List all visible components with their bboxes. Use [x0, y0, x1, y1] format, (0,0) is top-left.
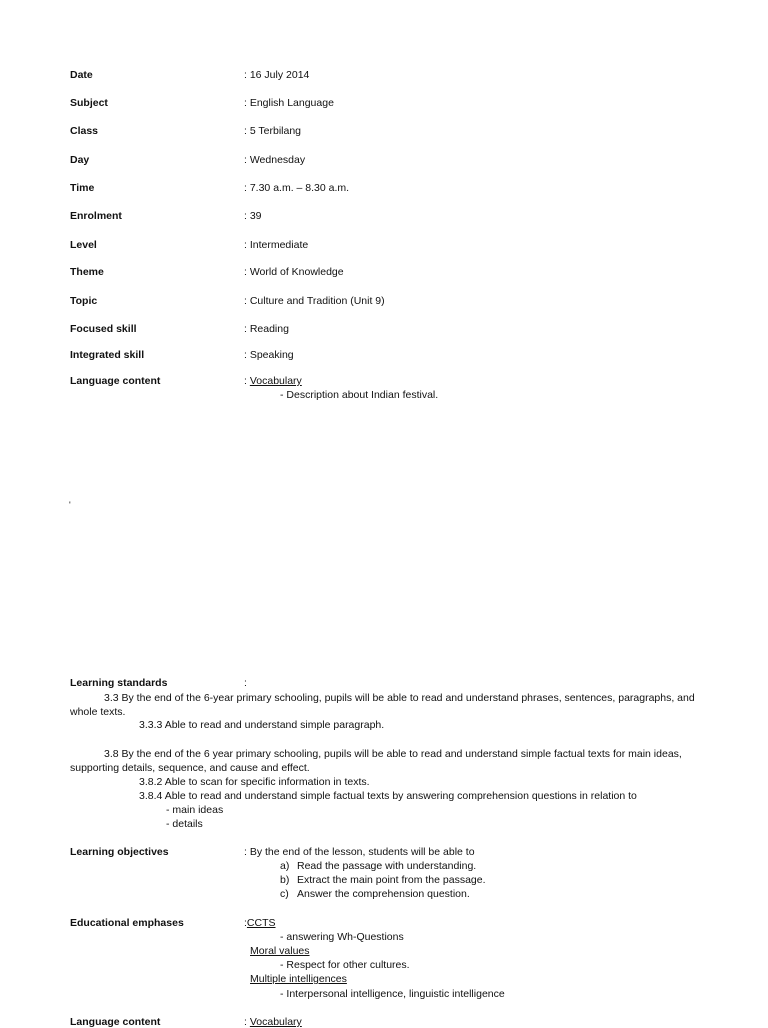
moral-values-heading: Moral values [250, 945, 310, 957]
objective-marker-b: b) [280, 874, 290, 886]
objective-marker-c: c) [280, 888, 289, 900]
subject-value: : English Language [244, 97, 334, 109]
level-label: Level [70, 239, 97, 251]
time-value: : 7.30 a.m. – 8.30 a.m. [244, 182, 350, 194]
standard-sub-main-ideas: - main ideas [166, 804, 224, 816]
time-label: Time [70, 182, 95, 194]
day-value: : Wednesday [244, 154, 306, 166]
subject-label: Subject [70, 97, 108, 109]
objective-text-a: Read the passage with understanding. [297, 860, 477, 872]
date-label: Date [70, 69, 93, 81]
language-content-2-label: Language content [70, 1016, 161, 1028]
objective-text-b: Extract the main point from the passage. [297, 874, 486, 886]
ccts-heading: CCTS [246, 917, 276, 929]
standard-3-8-4: 3.8.4 Able to read and understand simple factual texts by answering comprehension questions in relation to [139, 790, 637, 802]
topic-label: Topic [70, 295, 98, 307]
standard-3-8-2: 3.8.2 Able to scan for specific information in texts. [139, 776, 370, 788]
language-content-colon: : [244, 375, 247, 387]
class-value: : 5 Terbilang [244, 125, 302, 137]
level-value: : Intermediate [244, 239, 309, 251]
learning-standards-label: Learning standards [70, 677, 168, 689]
topic-value: : Culture and Tradition (Unit 9) [244, 295, 385, 307]
multiple-intelligences-item: - Interpersonal intelligence, linguistic intelligence [280, 988, 505, 1000]
objective-marker-a: a) [280, 860, 290, 872]
learning-objectives-label: Learning objectives [70, 846, 169, 858]
theme-label: Theme [70, 266, 104, 278]
vocabulary-2-heading: Vocabulary [249, 1016, 302, 1028]
integrated-skill-label: Integrated skill [70, 349, 145, 361]
date-value: : 16 July 2014 [244, 69, 310, 81]
learning-objectives-intro: : By the end of the lesson, students will be able to [244, 846, 475, 858]
language-content-2-colon: : [244, 1016, 247, 1028]
focused-skill-value: : Reading [244, 323, 289, 335]
multiple-intelligences-heading: Multiple intelligences [250, 973, 347, 985]
stray-mark: ' [69, 500, 71, 510]
enrolment-label: Enrolment [70, 210, 122, 222]
language-content-item: - Description about Indian festival. [280, 389, 439, 401]
language-content-2-value [244, 1016, 302, 1028]
standard-3-8: 3.8 By the end of the 6 year primary schooling, pupils will be able to read and understand simple factual texts for main ideas, supporting details, sequence, and cause and effect. [70, 748, 682, 774]
ccts-item: - answering Wh-Questions [280, 931, 404, 943]
standard-3-3: 3.3 By the end of the 6-year primary schooling, pupils will be able to read and understand phrases, sentences, paragraphs, and whole texts. [70, 692, 695, 718]
educational-emphases-label: Educational emphases [70, 917, 184, 929]
language-content-label: Language content [70, 375, 161, 387]
ccts-line [244, 917, 276, 929]
standard-3-3-3: 3.3.3 Able to read and understand simple paragraph. [139, 719, 385, 731]
day-label: Day [70, 154, 90, 166]
integrated-skill-value: : Speaking [244, 349, 294, 361]
learning-standards-colon: : [244, 677, 247, 689]
enrolment-value: : 39 [244, 210, 262, 222]
language-content-value [244, 375, 302, 387]
objective-text-c: Answer the comprehension question. [297, 888, 470, 900]
moral-values-item: - Respect for other cultures. [280, 959, 410, 971]
ccts-colon: : [244, 917, 247, 929]
class-label: Class [70, 125, 99, 137]
standard-sub-details: - details [166, 818, 203, 830]
vocabulary-heading: Vocabulary [249, 375, 302, 387]
theme-value: : World of Knowledge [244, 266, 344, 278]
focused-skill-label: Focused skill [70, 323, 137, 335]
